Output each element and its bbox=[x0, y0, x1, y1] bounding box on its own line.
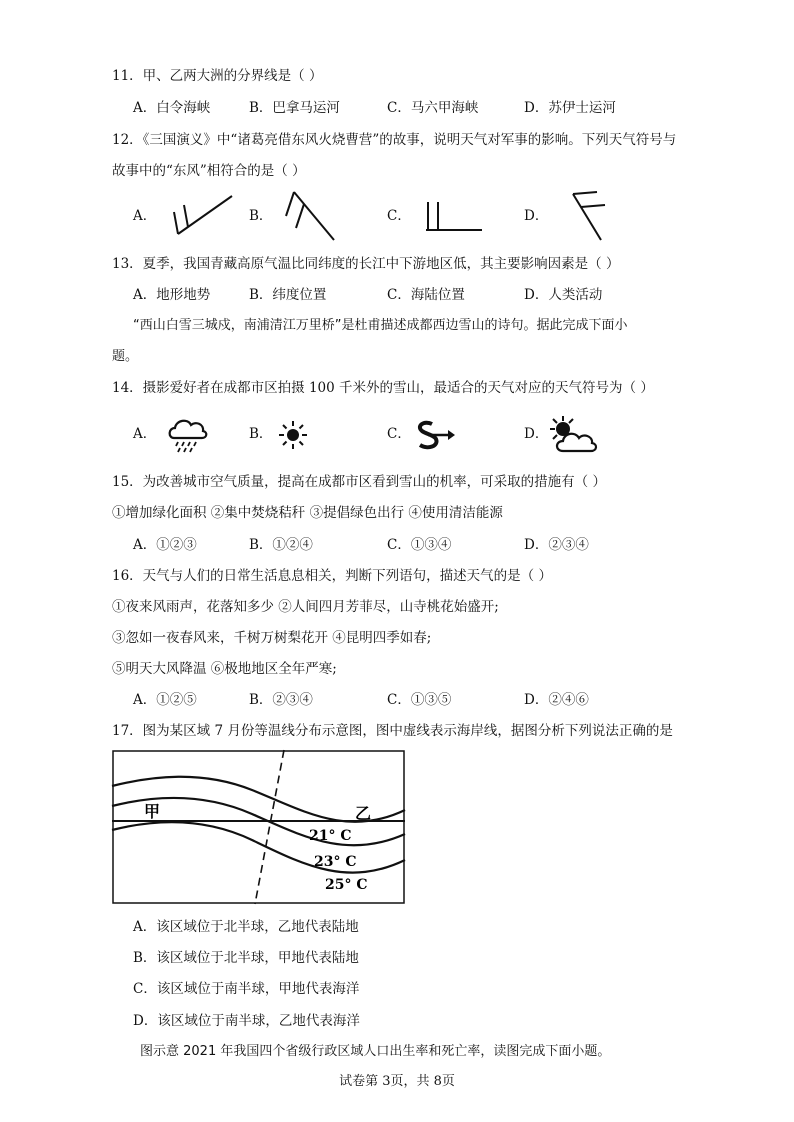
q17-stem: 17．图为某区域 7 月份等温线分布示意图，图中虚线表示海岸线，据图分析下列说法正确的是 bbox=[112, 723, 673, 739]
q15-option-c: C．①③④ bbox=[387, 537, 452, 553]
q14-option-c: C． bbox=[387, 426, 411, 442]
sandstorm-icon bbox=[414, 420, 456, 450]
map-label-jia: 甲 bbox=[144, 802, 161, 821]
isotherm-map bbox=[112, 750, 405, 904]
q13-option-b: B．纬度位置 bbox=[249, 287, 327, 303]
q12-stem-line1: 12．《三国演义》中“诸葛亮借东风火烧曹营”的故事，说明天气对军事的影响。下列天气符号与 bbox=[112, 132, 677, 148]
q14-option-b: B． bbox=[249, 426, 273, 442]
map-label-iso23: 23° C bbox=[314, 854, 357, 870]
wind-symbol-icon-b bbox=[284, 190, 338, 242]
q12-stem-line2: 故事中的“东风”相符合的是（ ） bbox=[112, 163, 306, 179]
q15-items: ①增加绿化面积 ②集中焚烧秸秆 ③提倡绿色出行 ④使用清洁能源 bbox=[112, 505, 503, 521]
q15-option-b: B．①②④ bbox=[249, 537, 313, 553]
wind-symbol-icon-a bbox=[172, 192, 236, 237]
passage-line2: 题。 bbox=[112, 349, 139, 364]
partly-cloudy-icon bbox=[549, 415, 599, 457]
q17-option-a: A．该区域位于北半球，乙地代表陆地 bbox=[133, 919, 359, 935]
q14-option-a: A． bbox=[133, 426, 157, 442]
q12-option-b: B． bbox=[249, 208, 273, 224]
rain-cloud-icon bbox=[166, 414, 208, 454]
q11-option-a: A．白令海峡 bbox=[133, 100, 211, 116]
q16-option-c: C．①③⑤ bbox=[387, 692, 452, 708]
q12-option-d: D． bbox=[524, 208, 549, 224]
q11-option-c: C．马六甲海峡 bbox=[387, 100, 479, 116]
q12-option-c: C． bbox=[387, 208, 411, 224]
map-label-yi: 乙 bbox=[355, 804, 372, 823]
q16-item-line1: ①夜来风雨声，花落知多少 ②人间四月芳菲尽，山寺桃花始盛开; bbox=[112, 599, 499, 615]
q14-option-d: D． bbox=[524, 426, 549, 442]
q17-option-c: C．该区域位于南半球，甲地代表海洋 bbox=[133, 981, 360, 997]
q16-option-a: A．①②⑤ bbox=[133, 692, 197, 708]
q14-stem: 14．摄影爱好者在成都市区拍摄 100 千米外的雪山，最适合的天气对应的天气符号为（ ） bbox=[112, 380, 654, 396]
q15-option-d: D．②③④ bbox=[524, 537, 589, 553]
q13-option-d: D．人类活动 bbox=[524, 287, 603, 303]
q15-option-a: A．①②③ bbox=[133, 537, 197, 553]
q16-stem: 16．天气与人们的日常生活息息相关，判断下列语句，描述天气的是（ ） bbox=[112, 568, 552, 584]
q11-option-b: B．巴拿马运河 bbox=[249, 100, 340, 116]
q11-option-d: D．苏伊士运河 bbox=[524, 100, 616, 116]
map-label-iso25: 25° C bbox=[325, 877, 368, 893]
q16-item-line2: ③忽如一夜春风来，千树万树梨花开 ④昆明四季如春; bbox=[112, 630, 432, 646]
q16-option-b: B．②③④ bbox=[249, 692, 313, 708]
q12-option-a: A． bbox=[133, 208, 157, 224]
wind-symbol-icon-d bbox=[563, 190, 619, 242]
page-footer: 试卷第 3页，共 8页 bbox=[339, 1074, 455, 1089]
q17-option-d: D．该区域位于南半球，乙地代表海洋 bbox=[133, 1013, 360, 1029]
q17-option-b: B．该区域位于北半球，甲地代表陆地 bbox=[133, 950, 359, 966]
q15-stem: 15．为改善城市空气质量，提高在成都市区看到雪山的机率，可采取的措施有（ ） bbox=[112, 474, 606, 490]
next-section-intro: 图示意 2021 年我国四个省级行政区域人口出生率和死亡率，读图完成下面小题。 bbox=[140, 1044, 611, 1059]
q13-stem: 13．夏季，我国青藏高原气温比同纬度的长江中下游地区低，其主要影响因素是（ ） bbox=[112, 256, 620, 272]
q13-option-a: A．地形地势 bbox=[133, 287, 211, 303]
passage-line1: “西山白雪三城戍，南浦清江万里桥”是杜甫描述成都西边雪山的诗句。据此完成下面小 bbox=[133, 318, 628, 333]
q13-option-c: C．海陆位置 bbox=[387, 287, 465, 303]
wind-symbol-icon-c bbox=[424, 200, 484, 234]
sun-icon bbox=[278, 420, 308, 450]
q16-item-line3: ⑤明天大风降温 ⑥极地地区全年严寒; bbox=[112, 661, 337, 677]
q16-option-d: D．②④⑥ bbox=[524, 692, 589, 708]
q11-stem: 11．甲、乙两大洲的分界线是（ ） bbox=[112, 68, 323, 84]
map-label-iso21: 21° C bbox=[309, 828, 352, 844]
